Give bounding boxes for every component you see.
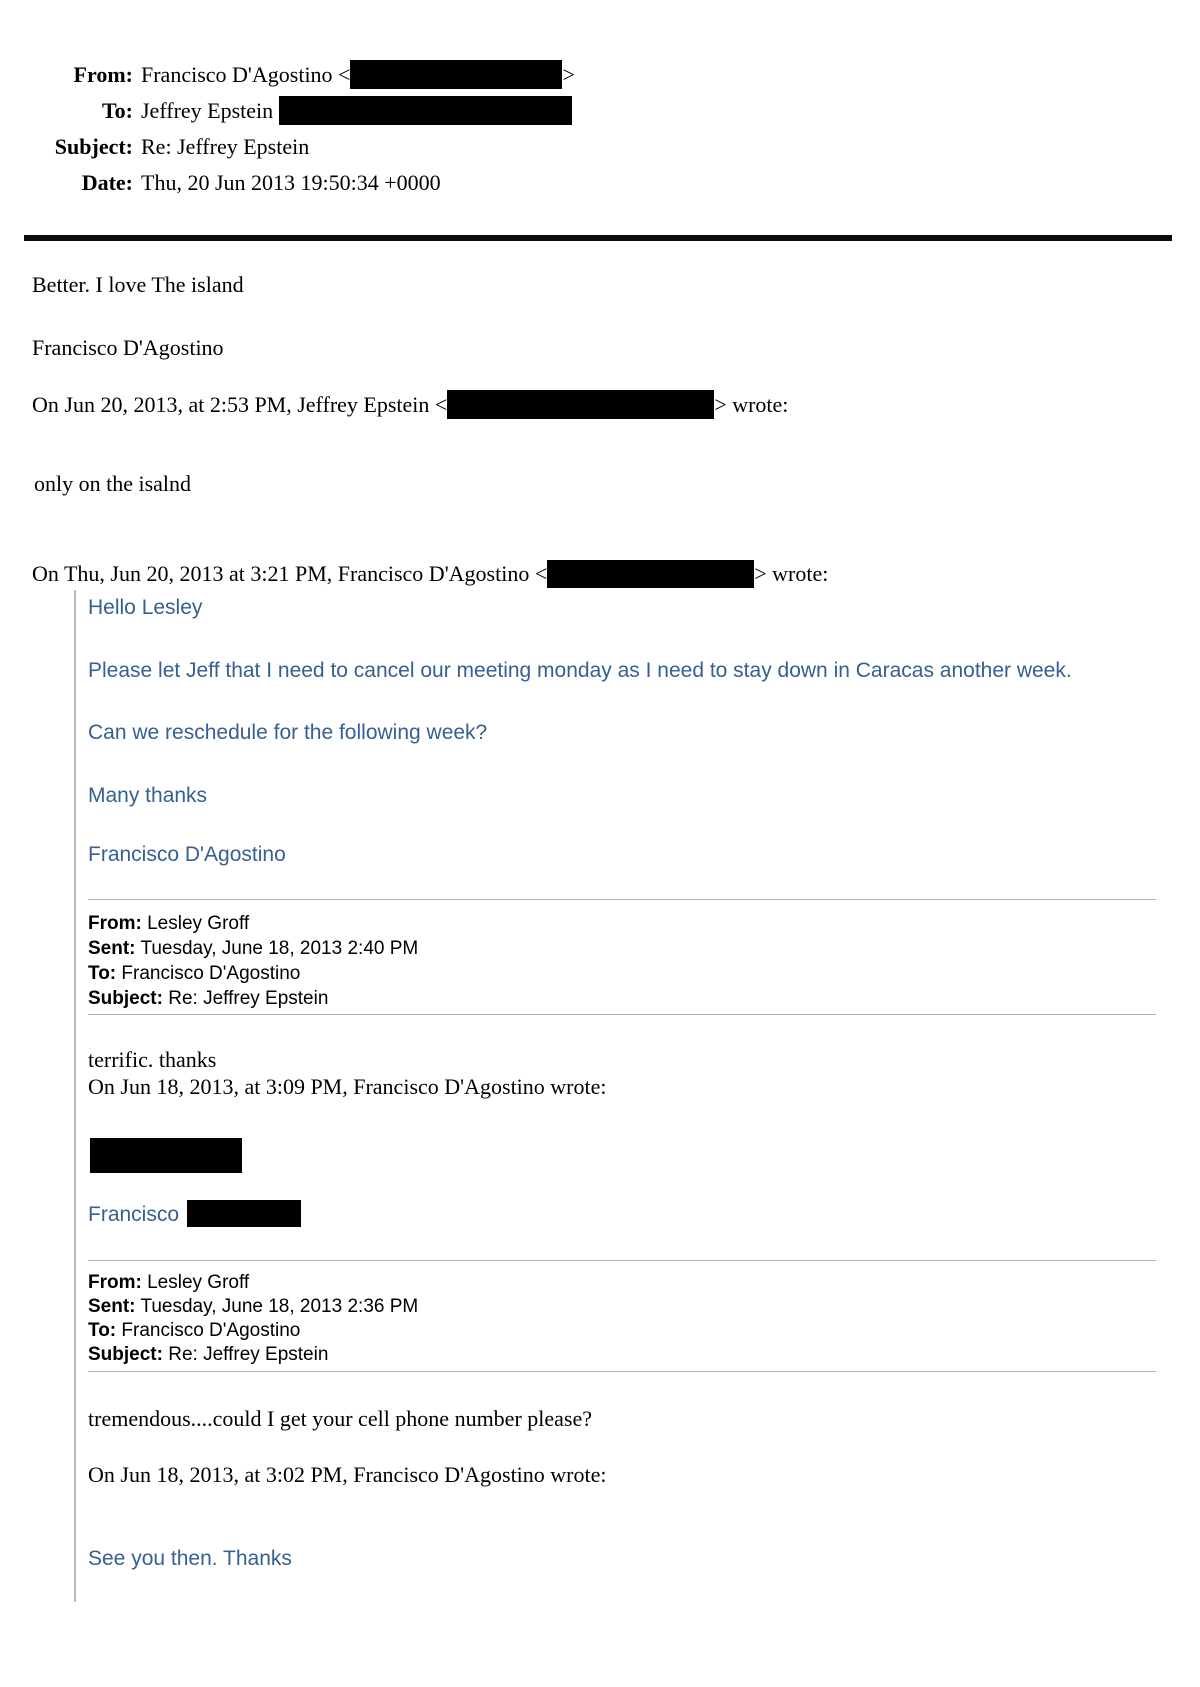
inner-to-value: Francisco D'Agostino: [121, 962, 301, 984]
reply-intro-francisco-wrote: > wrote:: [754, 561, 829, 586]
inner-sent-label: Sent:: [88, 937, 136, 959]
redaction-after-francisco: [187, 1200, 301, 1227]
redaction-from-address: [350, 60, 562, 89]
to-label: To:: [102, 98, 133, 123]
inner-header-1-from: [88, 911, 1156, 936]
redaction-epstein-address: [447, 390, 714, 419]
inner-from-label: From:: [88, 912, 142, 934]
inner-header-2-subject: [88, 1343, 1156, 1367]
quoted-thread: [74, 590, 1156, 1602]
inner-to-label: To:: [88, 962, 117, 984]
quote-divider-2: [88, 1014, 1156, 1015]
header-row-from: [0, 57, 1200, 93]
reply-intro-francisco: [32, 560, 1200, 588]
reply-intro-epstein-wrote: > wrote:: [714, 392, 789, 417]
quote-paragraph-reschedule: Can we reschedule for the following week?: [88, 720, 488, 744]
inner-header-2-to: [88, 1319, 1156, 1343]
francisco-signature-line: [88, 1201, 1156, 1229]
inner2-sent-label: Sent:: [88, 1295, 136, 1317]
from-value: [141, 57, 575, 93]
inner-subject-label: Subject:: [88, 987, 163, 1009]
message-text: Better. I love The island: [32, 272, 244, 297]
francisco-name: Francisco: [88, 1202, 180, 1226]
subject-value: Re: Jeffrey Epstein: [141, 134, 310, 159]
email-header: [0, 57, 1200, 201]
subject-label: Subject:: [54, 134, 133, 159]
quote-divider-4: [88, 1371, 1156, 1372]
quote-divider-1: [88, 899, 1156, 900]
header-row-date: [0, 165, 1200, 201]
inner2-sent-value: Tuesday, June 18, 2013 2:36 PM: [140, 1295, 419, 1317]
inner-header-1: [88, 911, 1156, 1011]
groff-reply-1-line1: terrific. thanks: [88, 1046, 217, 1072]
inner2-to-label: To:: [88, 1319, 117, 1341]
quote-signature: Francisco D'Agostino: [88, 842, 286, 866]
reply-intro-302pm: On Jun 18, 2013, at 3:02 PM, Francisco D'Agostino wrote:: [88, 1461, 607, 1487]
to-name: Jeffrey Epstein: [141, 98, 274, 123]
reply-intro-epstein-text: On Jun 20, 2013, at 2:53 PM, Jeffrey Epstein <: [32, 392, 448, 417]
from-name: Francisco D'Agostino <: [141, 62, 351, 87]
epstein-reply-text: only on the isalnd: [34, 471, 192, 496]
groff-reply-1-line2: On Jun 18, 2013, at 3:09 PM, Francisco D'Agostino wrote:: [88, 1073, 607, 1099]
email-body: [32, 271, 1200, 1602]
header-divider: [24, 235, 1172, 241]
quote-divider-3: [88, 1260, 1156, 1261]
inner-header-1-subject: [88, 986, 1156, 1011]
quote-greeting: Hello Lesley: [88, 595, 203, 619]
reply-intro-epstein: [32, 390, 1200, 420]
inner-header-1-sent: [88, 936, 1156, 961]
inner-subject-value: Re: Jeffrey Epstein: [168, 987, 329, 1009]
groff-reply-2: tremendous....could I get your cell phone number please?: [88, 1405, 593, 1431]
reply-intro-francisco-text: On Thu, Jun 20, 2013 at 3:21 PM, Francisco D'Agostino <: [32, 561, 548, 586]
email-document: [0, 57, 1200, 1602]
inner2-subject-value: Re: Jeffrey Epstein: [168, 1343, 329, 1365]
inner-header-2: [88, 1271, 1156, 1367]
inner2-from-label: From:: [88, 1271, 142, 1293]
inner-header-1-to: [88, 961, 1156, 986]
inner-sent-value: Tuesday, June 18, 2013 2:40 PM: [140, 937, 419, 959]
header-row-subject: [0, 129, 1200, 165]
quote-paragraph-cancel: Please let Jeff that I need to cancel our meeting monday as I need to stay down in Caracas another week.: [88, 658, 1072, 682]
header-row-to: [0, 93, 1200, 129]
inner2-to-value: Francisco D'Agostino: [121, 1319, 301, 1341]
inner-header-2-sent: [88, 1295, 1156, 1319]
groff-reply-1: [88, 1046, 1156, 1100]
inner2-from-value: Lesley Groff: [147, 1271, 250, 1293]
quote-closing: See you then. Thanks: [88, 1546, 292, 1570]
redaction-francisco-address: [547, 560, 754, 588]
redaction-to-address: [279, 96, 572, 125]
date-value: Thu, 20 Jun 2013 19:50:34 +0000: [141, 170, 441, 195]
from-bracket-close: >: [562, 62, 575, 87]
to-value: [141, 93, 572, 129]
inner2-subject-label: Subject:: [88, 1343, 163, 1365]
date-label: Date:: [81, 170, 133, 195]
sender-signature: Francisco D'Agostino: [32, 335, 224, 360]
quote-thanks: Many thanks: [88, 783, 208, 807]
inner-header-2-from: [88, 1271, 1156, 1295]
inner-from-value: Lesley Groff: [147, 912, 250, 934]
redaction-content-block: [90, 1138, 242, 1173]
from-label: From:: [73, 62, 133, 87]
